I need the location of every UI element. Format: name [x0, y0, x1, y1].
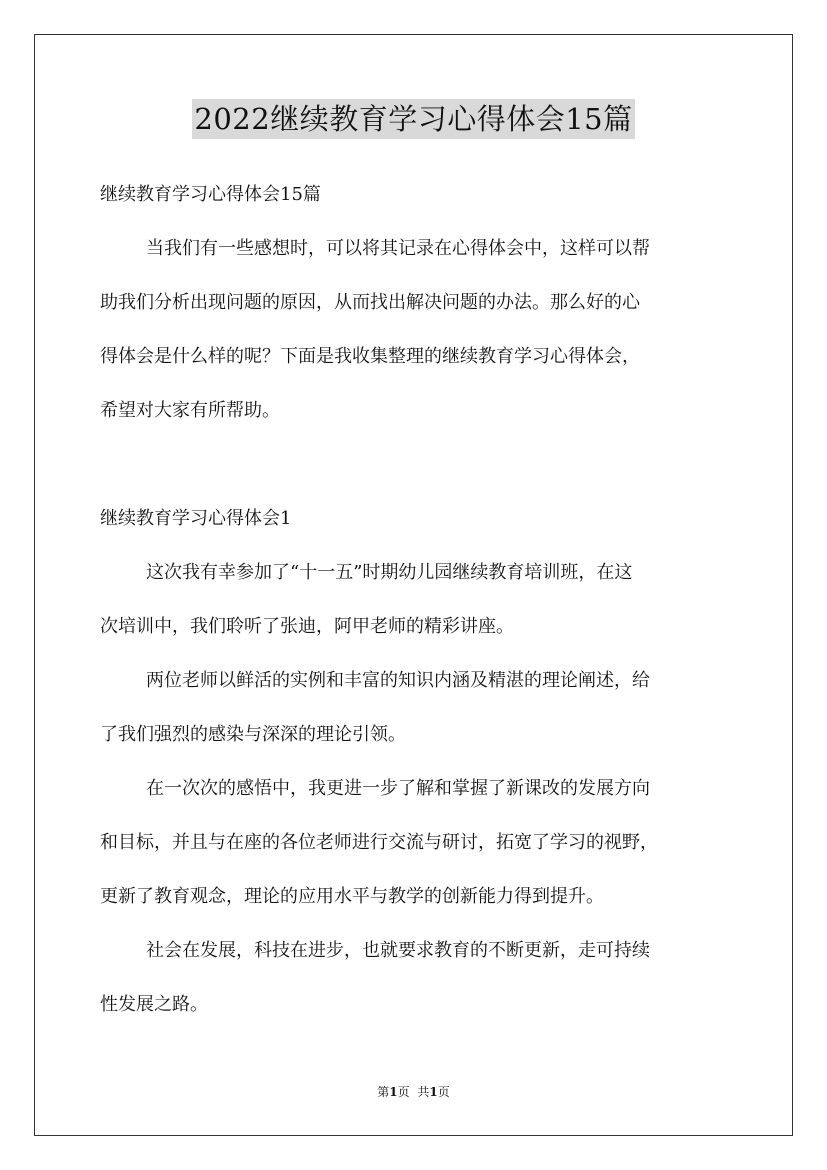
total-prefix: 共: [417, 1085, 430, 1099]
intro-line: 得体会是什么样的呢？下面是我收集整理的继续教育学习心得体会，: [100, 346, 640, 367]
page-prefix: 第: [377, 1085, 390, 1099]
paragraph-line: 这次我有幸参加了“十一五”时期幼儿园继续教育培训班，在这: [146, 562, 633, 583]
subtitle: 继续教育学习心得体会15篇: [100, 184, 321, 205]
intro-line: 当我们有一些感想时，可以将其记录在心得体会中，这样可以帮: [146, 238, 650, 259]
paragraph-line: 更新了教育观念，理论的应用水平与教学的创新能力得到提升。: [100, 886, 604, 907]
section-heading: 继续教育学习心得体会1: [100, 508, 292, 529]
paragraph-line: 社会在发展，科技在进步，也就要求教育的不断更新，走可持续: [146, 940, 650, 961]
document-title: 2022继续教育学习心得体会15篇: [192, 99, 634, 139]
paragraph-line: 了我们强烈的感染与深深的理论引领。: [100, 724, 406, 745]
paragraph-line: 两位老师以鲜活的实例和丰富的知识内涵及精湛的理论阐述，给: [146, 670, 650, 691]
blank-line: [100, 438, 732, 492]
page-number: 1: [389, 1085, 398, 1099]
total-suffix: 页: [437, 1085, 450, 1099]
intro-line: 希望对大家有所帮助。: [100, 400, 280, 421]
paragraph-line: 在一次次的感悟中，我更进一步了解和掌握了新课改的发展方向: [146, 778, 650, 799]
page-suffix: 页: [397, 1085, 410, 1099]
title-container: [0, 99, 827, 139]
page-footer: [0, 1083, 827, 1101]
paragraph-line: 性发展之路。: [100, 994, 208, 1015]
intro-line: 助我们分析出现问题的原因，从而找出解决问题的办法。那么好的心: [100, 292, 640, 313]
paragraph-line: 次培训中，我们聆听了张迪，阿甲老师的精彩讲座。: [100, 616, 514, 637]
paragraph-line: 和目标，并且与在座的各位老师进行交流与研讨，拓宽了学习的视野，: [100, 832, 658, 853]
total-pages: 1: [429, 1085, 438, 1099]
document-body: [100, 168, 732, 1032]
